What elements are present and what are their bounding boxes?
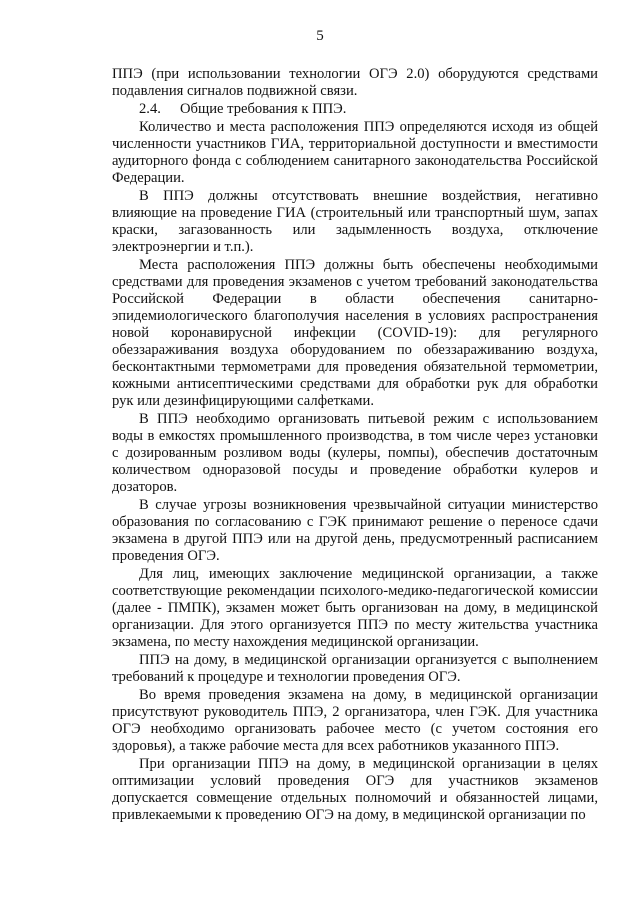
paragraph-3: Места расположения ППЭ должны быть обеспечены необходимыми средствами для проведения экзаменов с учетом требований законодательства Российской Федерации в области обеспечения санитарно-эпидемиологического благополучия населения в условиях распространения новой коронавирусной инфекции (COVID-19): для регулярного обеззараживания воздуха оборудованием по обеззараживанию воздуха, бесконтактными термометрами для проведения обязательной термометрии, кожными антисептическими средствами для обработки рук для обработки рук или дезинфицирующими салфетками. <box>112 257 598 409</box>
intro-paragraph: ППЭ (при использовании технологии ОГЭ 2.0) оборудуются средствами подавления сигналов подвижной связи. <box>112 66 598 99</box>
section-title: Общие требования к ППЭ. <box>180 101 347 117</box>
paragraph-6: Для лиц, имеющих заключение медицинской организации, а также соответствующие рекомендации психолого-медико-педагогической комиссии (далее - ПМПК), экзамен может быть организован на дому, в медицинской организации. Для этого организуется ППЭ по месту жительства участника экзамена, по месту нахождения медицинской организации. <box>112 566 598 650</box>
paragraph-8: Во время проведения экзамена на дому, в медицинской организации присутствуют руководитель ППЭ, 2 организатора, член ГЭК. Для участника ОГЭ необходимо организовать рабочее место (с учетом состояния его здоровья), а также рабочие места для всех работников указанного ППЭ. <box>112 687 598 754</box>
paragraph-1: Количество и места расположения ППЭ определяются исходя из общей численности участников ГИА, территориальной доступности и вместимости аудиторного фонда с соблюдением санитарного законодательства Российской Федерации. <box>112 119 598 186</box>
paragraph-9: При организации ППЭ на дому, в медицинской организации в целях оптимизации условий проведения ОГЭ для участников экзаменов допускается совмещение отдельных полномочий и обязанностей лицами, привлекаемыми к проведению ОГЭ на дому, в медицинской организации по <box>112 756 598 823</box>
paragraph-4: В ППЭ необходимо организовать питьевой режим с использованием воды в емкостях промышленного производства, в том числе через установки с дозированным розливом воды (кулеры, помпы), обеспечив достаточным количеством одноразовой посуды и проведение обработки кулеров и дозаторов. <box>112 411 598 495</box>
paragraph-2: В ППЭ должны отсутствовать внешние воздействия, негативно влияющие на проведение ГИА (строительный или транспортный шум, запах краски, загазованность или задымленность воздуха, отключение электроэнергии и т.п.). <box>112 188 598 255</box>
page-number: 5 <box>316 28 324 44</box>
section-heading <box>112 101 598 118</box>
paragraph-7: ППЭ на дому, в медицинской организации организуется с выполнением требований к процедуре и технологии проведения ОГЭ. <box>112 652 598 685</box>
section-number: 2.4. <box>139 101 161 117</box>
paragraph-5: В случае угрозы возникновения чрезвычайной ситуации министерство образования по согласованию с ГЭК принимают решение о переносе сдачи экзамена в другой ППЭ или на другой день, предусмотренный расписанием проведения ОГЭ. <box>112 497 598 564</box>
document-body <box>112 66 598 825</box>
